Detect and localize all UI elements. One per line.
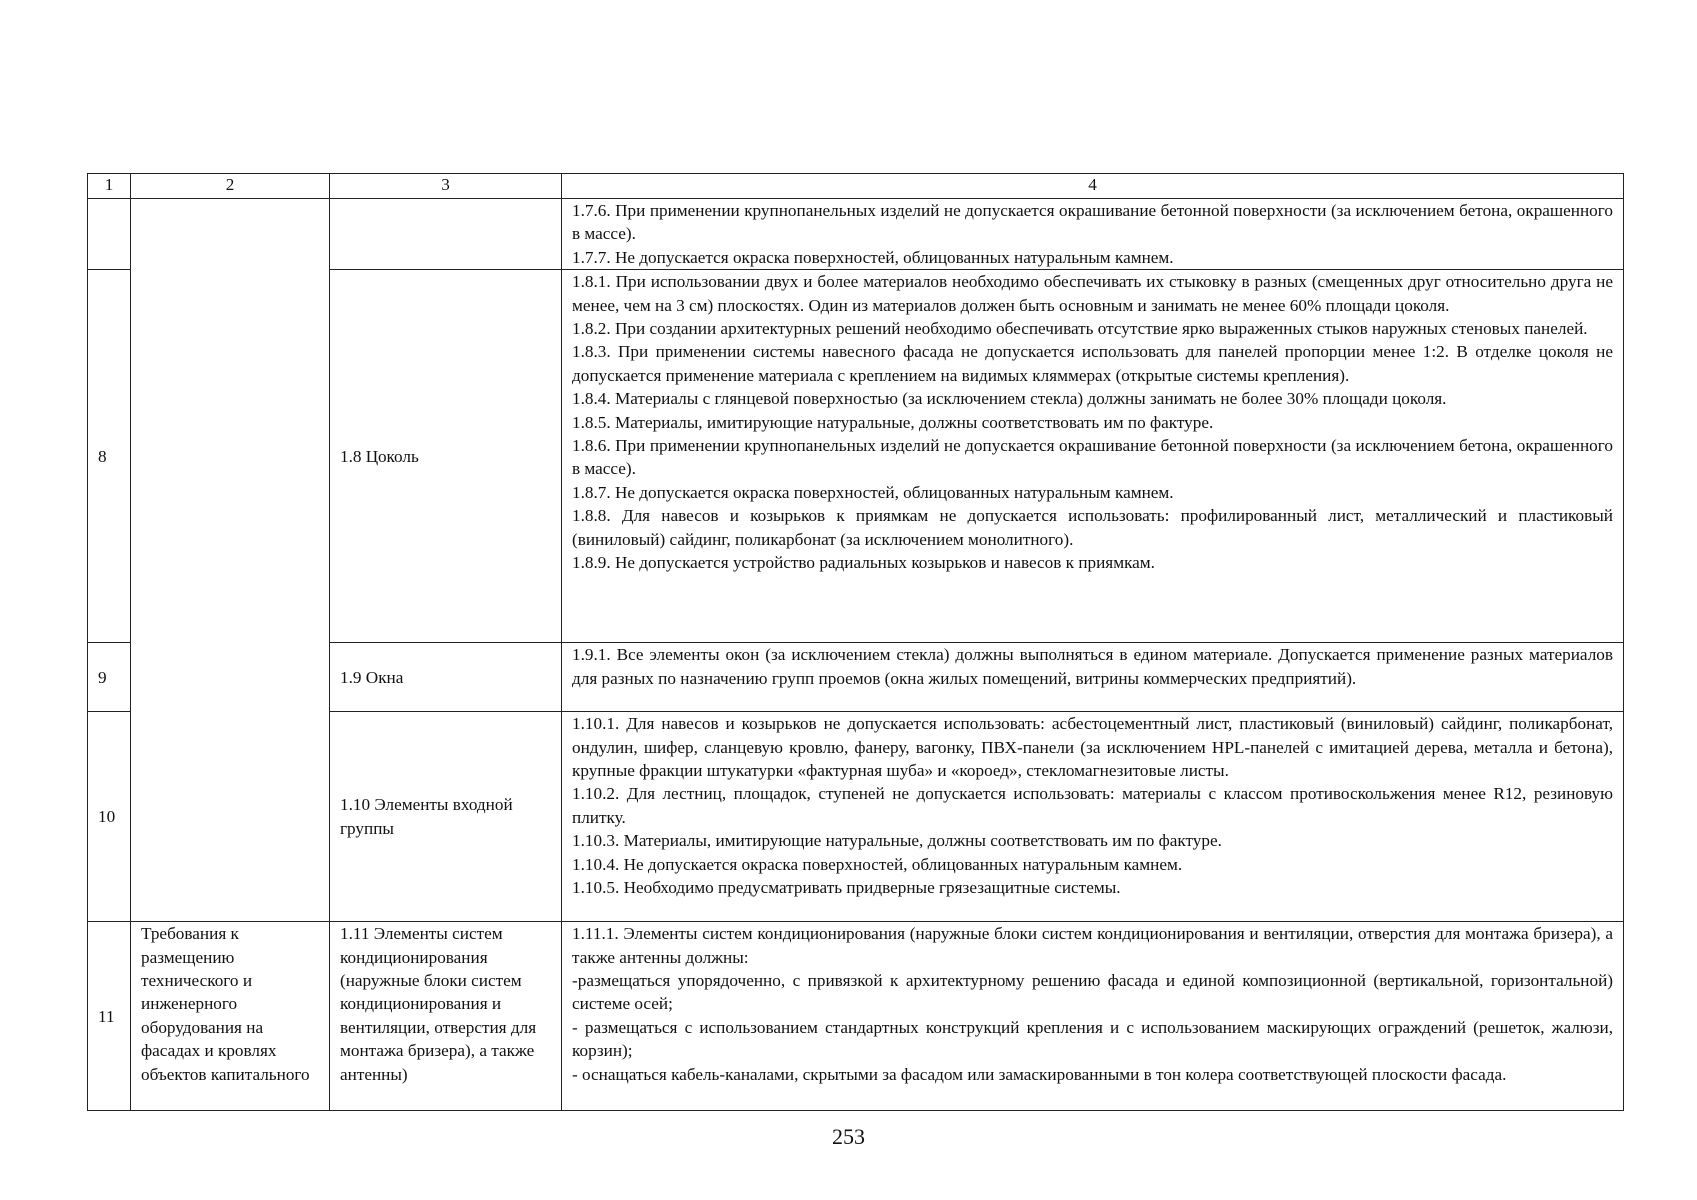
subject-text: Требования к размещению технического и инженерного оборудования на фасадах и кровлях объектов капитального bbox=[141, 924, 310, 1084]
element-cell bbox=[330, 922, 562, 1111]
requirement-item: 1.9.1. Все элементы окон (за исключением стекла) должны выполняться в едином материале. Допускается применение разных материалов для разных по назначению групп проемов (окна жилых помещений, витрины коммерческих предприятий). bbox=[572, 645, 1613, 688]
column-number-2: 2 bbox=[131, 174, 330, 199]
requirement-item: 1.8.3. При применении системы навесного фасада не допускается использовать для панелей пропорции менее 1:2. В отделке цоколя не допускается применение материала с креплением на видимых кляммерах (открытые системы крепления). bbox=[572, 342, 1613, 385]
requirement-item: -размещаться упорядоченно, с привязкой к архитектурному решению фасада и единой композиционной (вертикальной, горизонтальной) системе осей; bbox=[572, 971, 1613, 1014]
requirement-item: 1.8.6. При применении крупнопанельных изделий не допускается окрашивание бетонной поверхности (за исключением бетона, окрашенного в массе). bbox=[572, 436, 1613, 479]
element-cell: 1.10 Элементы входной группы bbox=[330, 712, 562, 922]
row-number: 9 bbox=[88, 643, 131, 712]
requirement-item: 1.10.5. Необходимо предусматривать придверные грязезащитные системы. bbox=[572, 878, 1121, 898]
requirement-item: 1.10.1. Для навесов и козырьков не допускается использовать: асбестоцементный лист, пластиковый (виниловый) сайдинг, поликарбонат, ондулин, шифер, сланцевую кровлю, фанеру, вагонку, ПВХ-панели (за исключением HPL-панелей с имитацией дерева, металла и бетона), крупные фракции штукатурки «фактурная шуба» и «короед», стекломагнезитовые листы. bbox=[572, 714, 1613, 781]
requirement-item: 1.10.4. Не допускается окраска поверхностей, облицованных натуральным камнем. bbox=[572, 854, 1183, 874]
requirement-item: 1.11.1. Элементы систем кондиционирования (наружные блоки систем кондиционирования и вентиляции, отверстия для монтажа бризера), а также антенны должны: bbox=[572, 924, 1613, 967]
column-number-row bbox=[88, 174, 1624, 199]
column-number-4: 4 bbox=[562, 174, 1624, 199]
requirement-item: - размещаться с использованием стандартных конструкций крепления и с использованием маскирующих ограждений (решеток, жалюзи, корзин); bbox=[572, 1017, 1613, 1061]
table-row-continuation bbox=[88, 199, 1624, 270]
requirement-item: 1.10.3. Материалы, имитирующие натуральные, должны соответствовать им по фактуре. bbox=[572, 831, 1222, 851]
requirement-item: 1.7.7. Не допускается окраска поверхностей, облицованных натуральным камнем. bbox=[572, 247, 1174, 267]
requirements-list bbox=[572, 922, 1613, 1108]
column-number-1: 1 bbox=[88, 174, 131, 199]
requirements-cell bbox=[562, 199, 1624, 270]
element-cell bbox=[330, 199, 562, 270]
requirement-item: 1.8.2. При создании архитектурных решений необходимо обеспечивать отсутствие ярко выраженных стыков наружных стеновых панелей. bbox=[572, 319, 1588, 339]
requirements-cell bbox=[562, 712, 1624, 922]
requirements-table bbox=[87, 173, 1624, 1111]
subject-cell-merged bbox=[131, 199, 330, 922]
requirement-item: 1.10.2. Для лестниц, площадок, ступеней не допускается использовать: материалы с классом противоскольжения менее R12, резиновую плитку. bbox=[572, 784, 1613, 827]
row-number: 10 bbox=[88, 712, 131, 922]
requirements-cell bbox=[562, 270, 1624, 643]
requirement-item: - оснащаться кабель-каналами, скрытыми за фасадом или замаскированными в тон колера соответствующей плоскости фасада. bbox=[572, 1064, 1507, 1084]
requirement-item: 1.8.1. При использовании двух и более материалов необходимо обеспечивать их стыковку в разных (смещенных друг относительно друга не менее, чем на 3 см) плоскостях. Один из материалов должен быть основным и занимать не менее 60% площади цоколя. bbox=[572, 272, 1613, 315]
page-number: 253 bbox=[832, 1124, 865, 1149]
row-number: 8 bbox=[88, 270, 131, 643]
requirement-item: 1.8.5. Материалы, имитирующие натуральные, должны соответствовать им по фактуре. bbox=[572, 412, 1214, 432]
requirement-item: 1.8.8. Для навесов и козырьков к приямкам не допускается использовать: профилированный лист, металлический и пластиковый (виниловый) сайдинг, поликарбонат (за исключением монолитного). bbox=[572, 506, 1613, 549]
row-number bbox=[88, 199, 131, 270]
element-cell: 1.8 Цоколь bbox=[330, 270, 562, 643]
row-number: 11 bbox=[88, 922, 131, 1111]
requirements-cell bbox=[562, 643, 1624, 712]
table-row-11 bbox=[88, 922, 1624, 1111]
column-number-3: 3 bbox=[330, 174, 562, 199]
element-cell: 1.9 Окна bbox=[330, 643, 562, 712]
element-text: 1.11 Элементы систем кондиционирования (наружные блоки систем кондиционирования и вентиляции, отверстия для монтажа бризера), а также антенны) bbox=[340, 924, 537, 1084]
requirement-item: 1.8.4. Материалы с глянцевой поверхностью (за исключением стекла) должны занимать не более 30% площади цоколя. bbox=[572, 389, 1447, 409]
subject-cell bbox=[131, 922, 330, 1111]
requirement-item: 1.7.6. При применении крупнопанельных изделий не допускается окрашивание бетонной поверхности (за исключением бетона, окрашенного в массе). bbox=[572, 201, 1613, 244]
requirement-item: 1.8.7. Не допускается окраска поверхностей, облицованных натуральным камнем. bbox=[572, 482, 1174, 502]
requirements-cell bbox=[562, 922, 1624, 1111]
requirement-item: 1.8.9. Не допускается устройство радиальных козырьков и навесов к приямкам. bbox=[572, 553, 1155, 573]
